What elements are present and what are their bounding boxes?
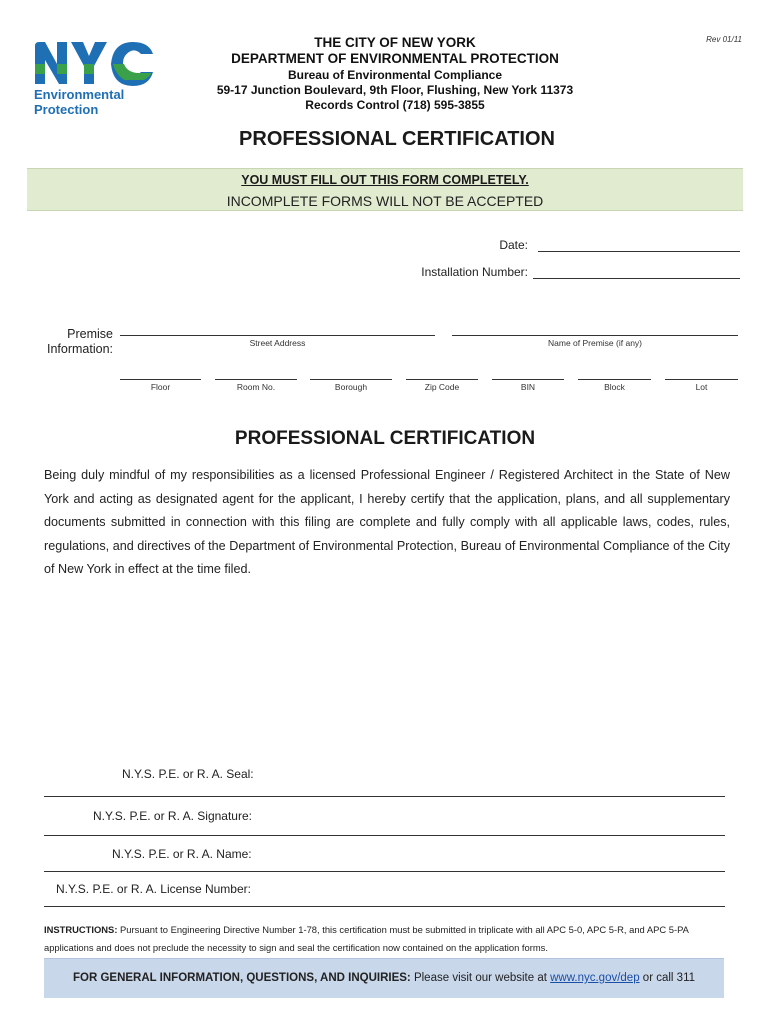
- revision-label: Rev 01/11: [706, 35, 742, 44]
- block-field[interactable]: [578, 379, 651, 380]
- floor-field[interactable]: [120, 379, 201, 380]
- block-label: Block: [604, 382, 625, 392]
- website-link[interactable]: www.nyc.gov/dep: [550, 972, 640, 984]
- zip-code-label: Zip Code: [424, 382, 460, 392]
- notice-line1: YOU MUST FILL OUT THIS FORM COMPLETELY.: [241, 173, 529, 187]
- street-address-field[interactable]: [120, 335, 435, 336]
- license-number-label: N.Y.S. P.E. or R. A. License Number:: [56, 882, 251, 896]
- lot-label: Lot: [695, 382, 708, 392]
- name-field[interactable]: [44, 871, 725, 872]
- certification-title: PROFESSIONAL CERTIFICATION: [234, 428, 536, 449]
- installation-number-label: Installation Number:: [421, 265, 528, 279]
- footer-tail: or call 311: [639, 972, 696, 984]
- signature-field[interactable]: [44, 835, 725, 836]
- date-field[interactable]: [538, 251, 740, 252]
- logo-text-line2: Protection: [34, 102, 99, 117]
- header-address: 59-17 Junction Boulevard, 9th Floor, Flushing, New York 11373: [216, 83, 574, 97]
- footer-text: [44, 972, 724, 984]
- instructions-label: INSTRUCTIONS:: [44, 924, 118, 935]
- completion-notice: [27, 168, 743, 211]
- borough-field[interactable]: [310, 379, 392, 380]
- footer-middle: Please visit our website at: [410, 972, 551, 984]
- room-field[interactable]: [215, 379, 297, 380]
- premise-label: [30, 327, 113, 357]
- seal-label: N.Y.S. P.E. or R. A. Seal:: [122, 767, 254, 781]
- footer-bold: FOR GENERAL INFORMATION, QUESTIONS, AND INQUIRIES:: [72, 972, 411, 984]
- name-label: N.Y.S. P.E. or R. A. Name:: [112, 847, 252, 861]
- zip-code-field[interactable]: [406, 379, 478, 380]
- room-label: Room No.: [236, 382, 276, 392]
- premise-name-field[interactable]: [452, 335, 738, 336]
- floor-label: Floor: [150, 382, 171, 392]
- bin-label: BIN: [520, 382, 536, 392]
- installation-number-field[interactable]: [533, 278, 740, 279]
- signature-label: N.Y.S. P.E. or R. A. Signature:: [93, 809, 252, 823]
- instructions: [44, 921, 730, 957]
- logo-text: [34, 87, 124, 117]
- page-title: PROFESSIONAL CERTIFICATION: [239, 128, 555, 150]
- certification-body: Being duly mindful of my responsibilities as a licensed Professional Engineer / Registered Architect in the State of New York and acting as designated agent for the applicant, I hereby certify that the application, plans, and all supplementary documents submitted in connection with this filing are complete and fully comply with all applicable laws, codes, rules, regulations, and directives of the Department of Environmental Protection, Bureau of Environmental Compliance of the City of New York in effect at the time filed.: [44, 468, 730, 577]
- header-department: DEPARTMENT OF ENVIRONMENTAL PROTECTION: [231, 51, 559, 66]
- bin-field[interactable]: [492, 379, 564, 380]
- premise-name-label: Name of Premise (if any): [548, 338, 642, 348]
- street-address-label: Street Address: [249, 338, 306, 348]
- notice-line2: INCOMPLETE FORMS WILL NOT BE ACCEPTED: [226, 193, 544, 209]
- premise-label-line1: Premise: [67, 327, 113, 341]
- license-number-field[interactable]: [44, 906, 725, 907]
- header-bureau: Bureau of Environmental Compliance: [287, 68, 503, 82]
- lot-field[interactable]: [665, 379, 738, 380]
- header-phone: Records Control (718) 595-3855: [305, 98, 485, 112]
- header-city: THE CITY OF NEW YORK: [314, 35, 476, 50]
- date-label: Date:: [499, 238, 528, 252]
- instructions-text: Pursuant to Engineering Directive Number 1-78, this certification must be submitted in triplicate with all APC 5-0, APC 5-R, and APC 5-PA applications and does not preclude the necessity to sign and seal the certification now contained on the application forms.: [44, 924, 689, 953]
- premise-label-line2: Information:: [46, 342, 113, 356]
- footer-banner: [44, 958, 724, 998]
- borough-label: Borough: [334, 382, 368, 392]
- seal-field[interactable]: [44, 796, 725, 797]
- logo-text-line1: Environmental: [34, 87, 125, 102]
- nyc-green-band-icon: [33, 60, 158, 80]
